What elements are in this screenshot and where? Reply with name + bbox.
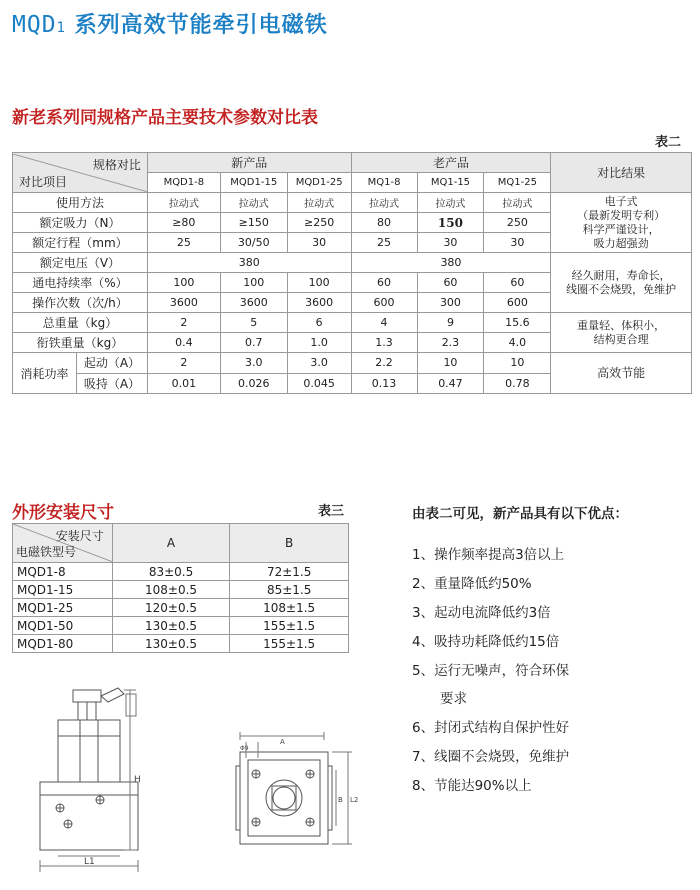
advantage-item: 1、操作频率提高3倍以上 [412,547,565,563]
table-cell: 60 [484,273,551,293]
row-label: 衔铁重量（kg） [13,333,148,353]
table-cell: 3600 [147,293,220,313]
row-label: 总重量（kg） [13,313,148,333]
result-cell-2 [551,253,692,313]
table-cell: 0.01 [147,373,220,394]
page-title-text: 系列高效节能牵引电磁铁 [65,13,328,38]
table-cell: 0.7 [220,333,287,353]
hold-label: 吸持（A） [83,376,141,391]
result-line: （最新发明专利） [577,208,666,222]
table-cell: 600 [484,293,551,313]
top-l2-label: L2 [350,796,359,804]
dim-b-cell: 155±1.5 [230,635,349,653]
advantage-item-continued: 要求 [440,691,467,707]
table-cell: 380 [351,253,551,273]
table-cell: 5 [220,313,287,333]
table3-label: 表三 [318,504,345,519]
table3-corner-bottom: 电磁铁型号 [16,545,77,559]
dim-b-cell: 72±1.5 [230,563,349,581]
table-cell: 拉动式 [484,193,551,213]
top-phi-label: Φ9 [240,745,249,752]
table-row [13,635,349,653]
page-title-sub: 1 [56,20,66,36]
model-header: MQ1-25 [484,173,551,193]
table-cell: 拉动式 [220,193,287,213]
table2-corner-top: 规格对比 [92,157,141,172]
table-cell: 2.2 [351,353,417,374]
advantages-intro: 由表二可见，新产品具有以下优点： [412,506,628,522]
dim-a-cell: 108±0.5 [112,581,230,599]
table2-group-old: 老产品 [351,153,551,173]
advantage-item: 3、起动电流降低约3倍 [412,605,551,621]
model-header: MQD1-8 [147,173,220,193]
table3-corner-cell [13,524,113,563]
row-label: 通电持续率（%） [13,273,148,293]
table-cell: 100 [147,273,220,293]
dimension-table [12,523,349,653]
result-line: 电子式 [604,194,638,208]
front-h-label: H [134,775,141,785]
table-cell: 拉动式 [287,193,351,213]
table-cell: 380 [147,253,351,273]
power-label: 消耗功率 [13,353,77,393]
table-cell: 1.3 [351,333,417,353]
table-cell: 60 [351,273,417,293]
table-cell: ≥150 [220,213,287,233]
model-header: MQ1-8 [351,173,417,193]
table2-group-new: 新产品 [147,153,351,173]
table-cell: 3.0 [287,353,351,374]
dim-a-cell: 130±0.5 [112,635,230,653]
model-cell: MQD1-8 [13,563,113,581]
dim-b-cell: 85±1.5 [230,581,349,599]
advantage-item: 6、封闭式结构自保护性好 [412,720,570,736]
section2-title: 外形安装尺寸 [12,503,114,523]
front-view-drawing [18,680,178,880]
table-cell: ≥80 [147,213,220,233]
result-cell-3 [551,313,692,353]
table-cell: ≥250 [287,213,351,233]
advantage-item: 8、节能达90%以上 [412,778,532,794]
table2-result-header: 对比结果 [551,153,692,193]
table-cell: 15.6 [484,313,551,333]
power-label-cell [13,353,148,394]
table-row [13,599,349,617]
table-cell: 0.47 [417,373,484,394]
table-cell: 300 [417,293,484,313]
table-cell: 3600 [220,293,287,313]
table-row [13,581,349,599]
row-label: 操作次数（次/h） [13,293,148,313]
table-cell: 0.78 [484,373,551,394]
model-cell: MQD1-25 [13,599,113,617]
table-cell: 3600 [287,293,351,313]
table-cell: 600 [351,293,417,313]
dim-a-cell: 120±0.5 [112,599,230,617]
model-cell: MQD1-50 [13,617,113,635]
table-cell: 0.026 [220,373,287,394]
table-cell: 3.0 [220,353,287,374]
table-cell: 2.3 [417,333,484,353]
table-cell: 10 [417,353,484,374]
col-a-header: A [112,524,230,563]
table-cell: 150 [417,213,484,233]
table-cell: 9 [417,313,484,333]
table-cell: 0.13 [351,373,417,394]
table2-corner-cell [13,153,148,193]
result-line: 结构更合理 [593,332,649,346]
front-l1-label: L1 [84,857,95,867]
table-cell: 6 [287,313,351,333]
table-cell: 拉动式 [417,193,484,213]
table-row [13,563,349,581]
top-a-label: A [280,738,285,746]
result-line: 线圈不会烧毁，免维护 [566,282,677,296]
dim-b-cell: 155±1.5 [230,617,349,635]
table-cell: 100 [220,273,287,293]
section1-title: 新老系列同规格产品主要技术参数对比表 [12,108,318,128]
result-line: 重量轻、体积小， [577,318,666,332]
col-b-header: B [230,524,349,563]
page-title [12,8,328,39]
spec-comparison-table [12,152,692,394]
page-title-code: MQD [12,12,57,38]
advantage-item: 4、吸持功耗降低约15倍 [412,634,560,650]
table-cell: 10 [484,353,551,374]
dim-b-cell: 108±1.5 [230,599,349,617]
table3-corner-top: 安装尺寸 [55,529,104,543]
table-cell: 30/50 [220,233,287,253]
result-cell-4: 高效节能 [551,353,692,394]
table-row [13,617,349,635]
table-cell: 30 [484,233,551,253]
advantage-item: 2、重量降低约50% [412,576,532,592]
table-cell: 4.0 [484,333,551,353]
row-label: 额定行程（mm） [13,233,148,253]
table-cell: 1.0 [287,333,351,353]
advantage-item: 7、线圈不会烧毁，免维护 [412,749,570,765]
result-line: 经久耐用，寿命长， [571,268,671,282]
row-label: 使用方法 [13,193,148,213]
top-view-drawing [232,730,362,860]
table-cell: 25 [147,233,220,253]
table-cell: 0.4 [147,333,220,353]
row-label: 额定电压（V） [13,253,148,273]
result-line: 吸力超强劲 [593,236,649,250]
model-header: MQD1-15 [220,173,287,193]
top-b-label: B [338,796,343,804]
table-cell: 100 [287,273,351,293]
table-cell: 30 [417,233,484,253]
model-header: MQD1-25 [287,173,351,193]
model-header: MQ1-15 [417,173,484,193]
table2-corner-bottom: 对比项目 [19,174,68,189]
start-label: 起动（A） [77,353,147,374]
result-line: 科学严谨设计， [582,222,660,236]
table-cell: 60 [417,273,484,293]
table-cell: 25 [351,233,417,253]
table-cell: 250 [484,213,551,233]
dim-a-cell: 83±0.5 [112,563,230,581]
row-label: 额定吸力（N） [13,213,148,233]
advantage-item: 5、运行无噪声，符合环保 [412,663,570,679]
table-cell: 4 [351,313,417,333]
table-cell: 2 [147,353,220,374]
table-cell: 拉动式 [147,193,220,213]
dim-a-cell: 130±0.5 [112,617,230,635]
table-cell: 2 [147,313,220,333]
result-cell-1 [551,193,692,253]
table2-label: 表二 [655,135,682,150]
table-cell: 拉动式 [351,193,417,213]
table-cell: 80 [351,213,417,233]
model-cell: MQD1-15 [13,581,113,599]
table-cell: 0.045 [287,373,351,394]
model-cell: MQD1-80 [13,635,113,653]
table-cell: 30 [287,233,351,253]
